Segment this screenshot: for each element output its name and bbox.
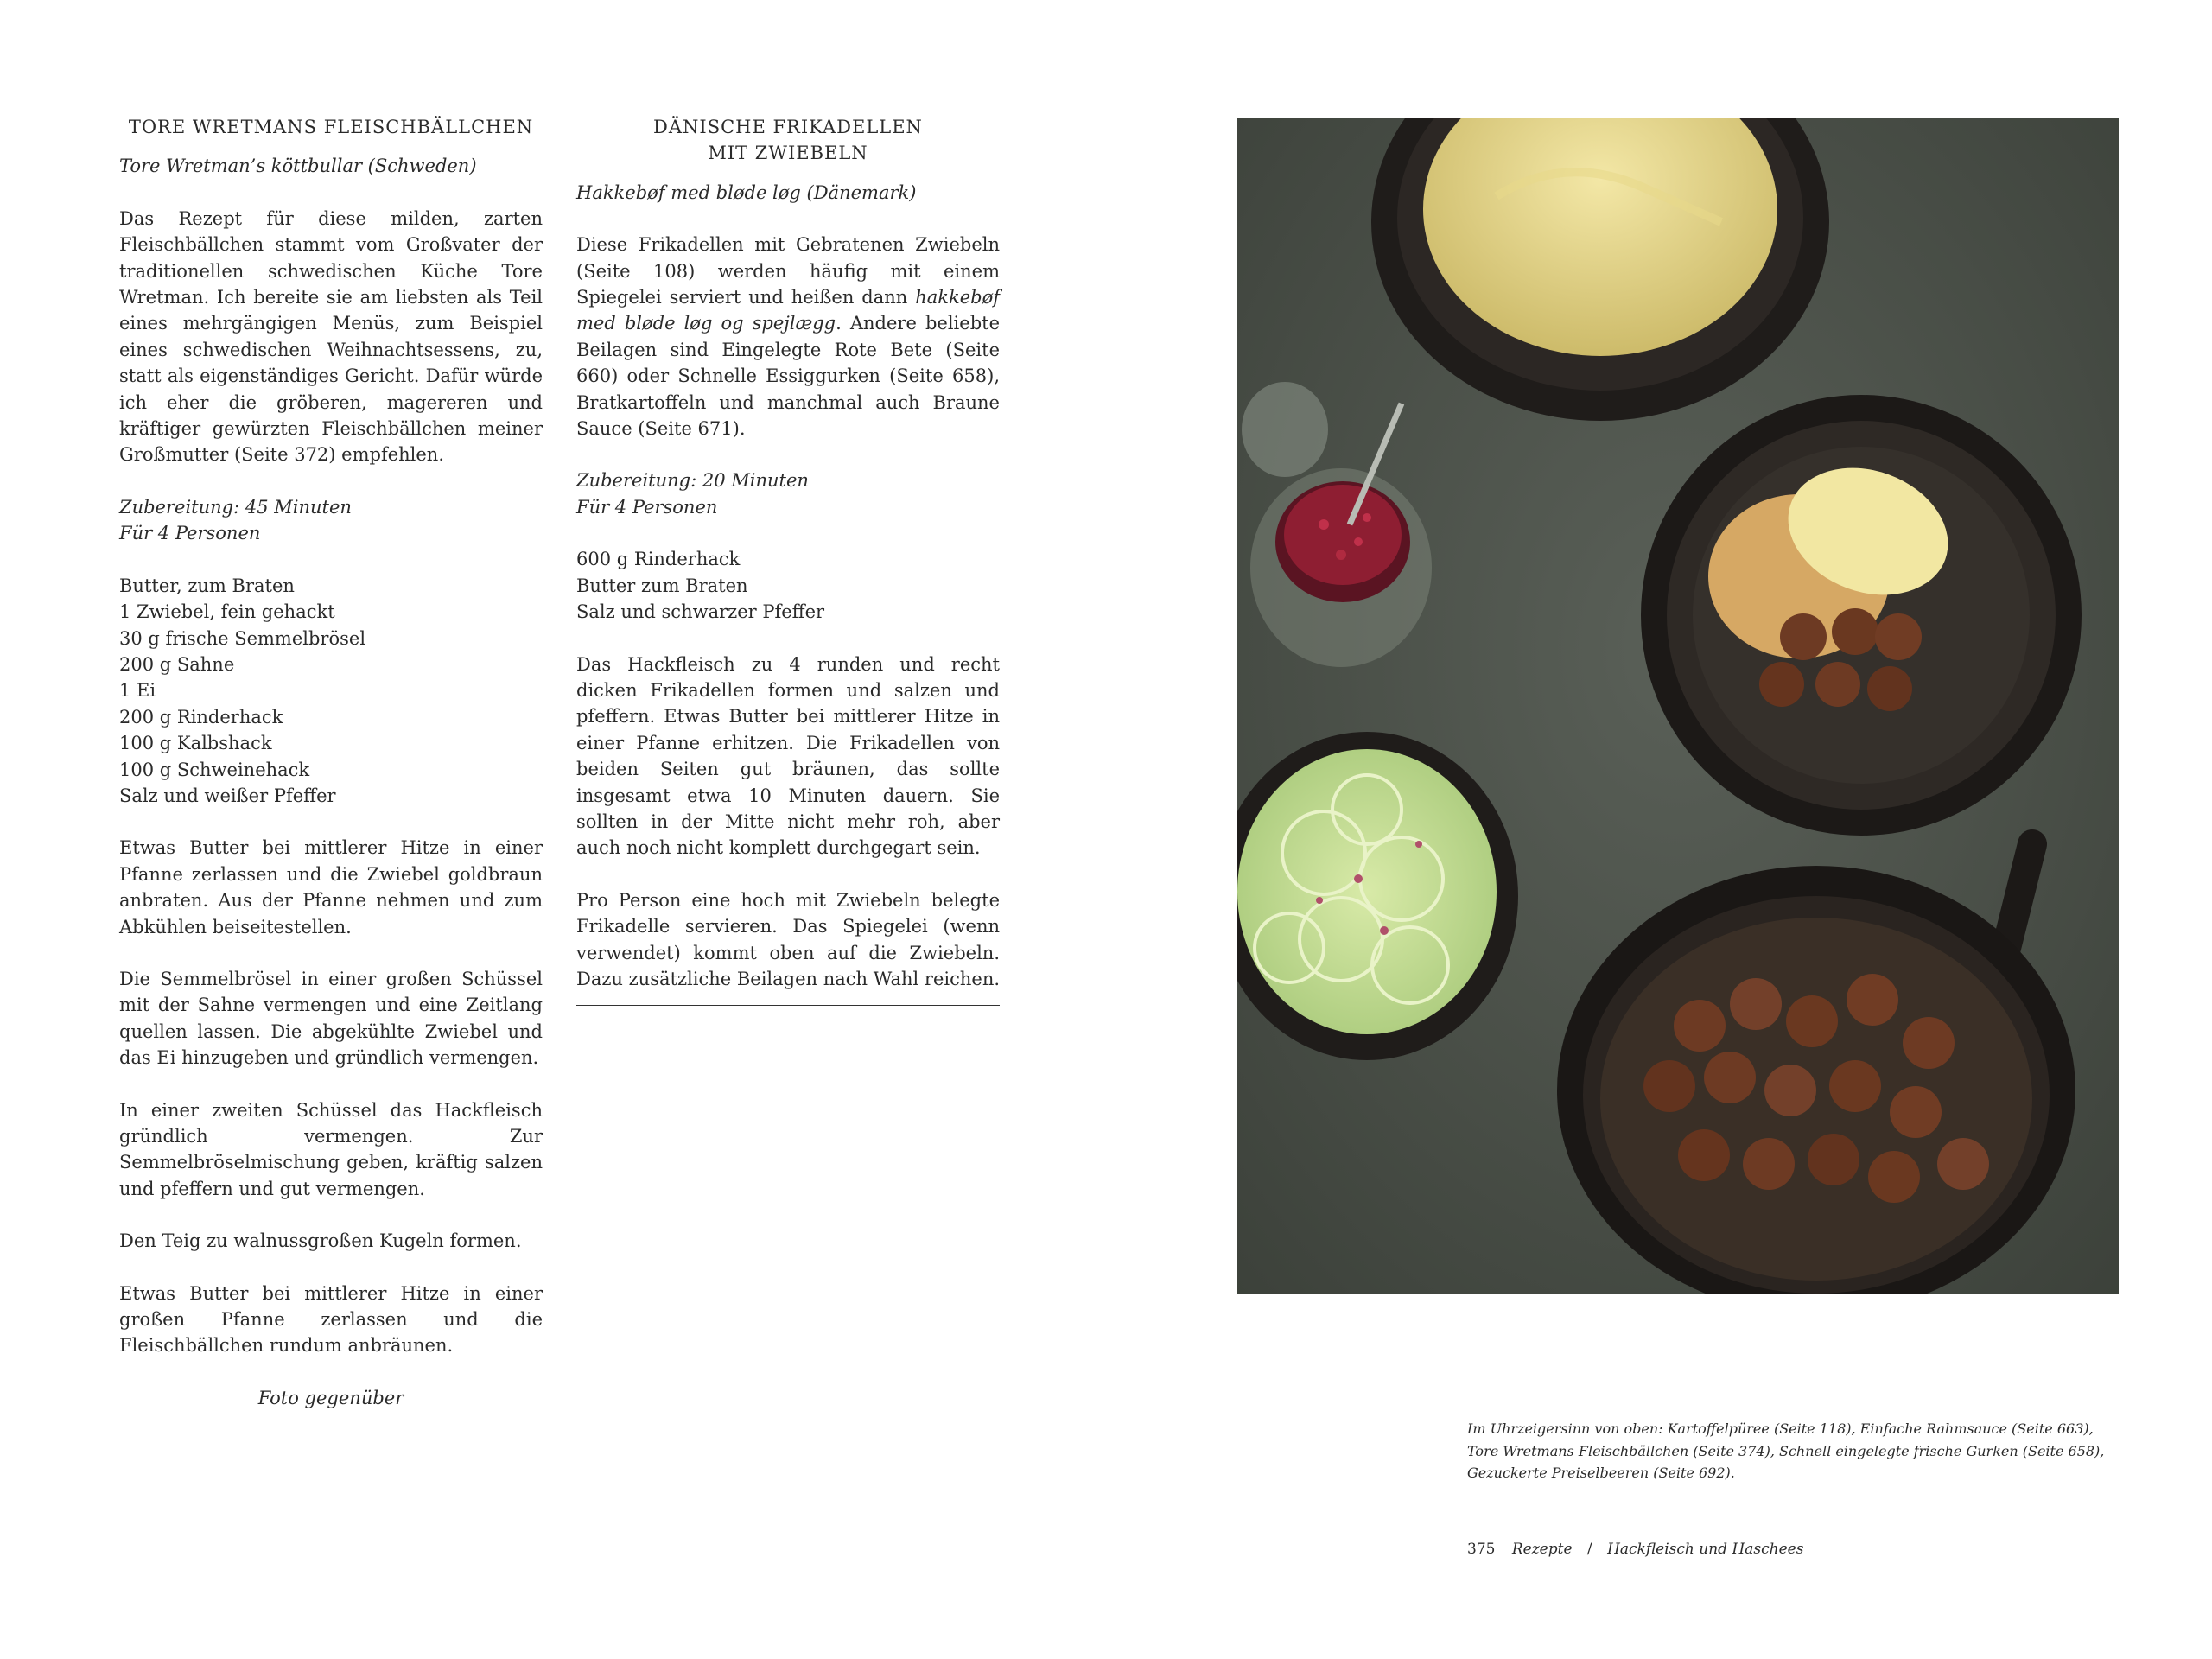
recipe-title: TORE WRETMANS FLEISCHBÄLLCHEN	[128, 117, 534, 137]
caption-line: Im Uhrzeigersinn von oben: Kartoffelpüree (Seite 118), Einfache Rahmsauce (Seite 663),	[1467, 1421, 2094, 1437]
recipe-intro	[576, 232, 1000, 442]
ingredient-list	[576, 546, 1000, 625]
intro-italic-term: hakkebøf med bløde løg og spejlægg	[576, 287, 1000, 334]
column-divider-rule	[576, 1005, 1000, 1006]
caption-line: Tore Wretmans Fleischbällchen (Seite 374), Schnell eingelegte frische Gurken (Seite 658),	[1467, 1442, 2105, 1459]
servings: Für 4 Personen	[119, 523, 261, 544]
ingredient: Butter, zum Braten	[119, 575, 295, 596]
recipe-step: In einer zweiten Schüssel das Hackfleisch gründlich vermengen. Zur Semmelbröselmischung geben, kräftig salzen und pfeffern und gut vermengen.	[119, 1099, 543, 1199]
intro-text: . Andere beliebte Beilagen sind Eingelegte Rote Bete (Seite 660) oder Schnelle Essiggurken (Seite 658), Bratkartoffeln und manchmal auch Braune Sauce (Seite 671).	[576, 313, 1001, 440]
page-footer	[1467, 1541, 1803, 1558]
recipe-subtitle: Tore Wretman’s köttbullar (Schweden)	[119, 156, 477, 177]
ingredient: Salz und schwarzer Pfeffer	[576, 601, 825, 623]
ingredient: Salz und weißer Pfeffer	[119, 785, 336, 806]
recipe-danish-frikadellen	[576, 114, 1000, 992]
ingredient: Butter zum Braten	[576, 575, 748, 596]
food-photo-illustration	[1237, 118, 2119, 1294]
recipe-step: Etwas Butter bei mittlerer Hitze in einer großen Pfanne zerlassen und die Fleischbällchen rundum anbräunen.	[119, 1282, 543, 1357]
footer-section: Rezepte	[1511, 1541, 1573, 1558]
footer-separator: /	[1586, 1541, 1592, 1558]
ingredient: 600 g Rinderhack	[576, 549, 741, 570]
prep-time: Zubereitung: 20 Minuten	[576, 470, 809, 492]
prep-time: Zubereitung: 45 Minuten	[119, 496, 352, 518]
photo-caption	[1467, 1418, 2124, 1484]
ingredient: 1 Ei	[119, 680, 156, 702]
recipe-subtitle: Hakkebøf med bløde løg (Dänemark)	[576, 181, 917, 203]
recipe-title	[576, 114, 1000, 167]
ingredient: 100 g Kalbshack	[119, 733, 272, 754]
photo-reference: Foto gegenüber	[257, 1387, 404, 1408]
recipe-step: Pro Person eine hoch mit Zwiebeln belegte Frikadelle servieren. Das Spiegelei (wenn verwendet) kommt oben auf die Zwiebeln. Dazu zusätzliche Beilagen nach Wahl reichen.	[576, 889, 1001, 989]
caption-line: Gezuckerte Preiselbeeren (Seite 692).	[1467, 1465, 1735, 1482]
recipe-tore-wretman	[119, 114, 543, 1411]
ingredient-list	[119, 573, 543, 810]
ingredient: 200 g Rinderhack	[119, 706, 283, 728]
dinner-plate	[1641, 395, 2082, 836]
ingredient: 100 g Schweinehack	[119, 759, 310, 780]
food-photo	[1237, 118, 2119, 1294]
page-number: 375	[1467, 1541, 1496, 1558]
recipe-step: Das Hackfleisch zu 4 runden und recht dicken Frikadellen formen und salzen und pfeffern. Etwas Butter bei mittlerer Hitze in einer Pfanne erhitzen. Die Frikadellen von beiden Seiten gut bräunen, das sollte insgesamt etwa 10 Minuten dauern. Sie sollten in der Mitte nicht mehr roh, aber auch noch nicht komplett durchgegart sein.	[576, 653, 1000, 859]
ingredient: 200 g Sahne	[119, 653, 235, 675]
intro-text: Diese Frikadellen mit Gebratenen Zwiebeln (Seite 108) werden häufig mit einem Spiegelei serviert und heißen dann	[576, 234, 1000, 308]
recipe-meta	[576, 467, 1000, 520]
recipe-title-line: DÄNISCHE FRIKADELLEN	[653, 117, 923, 137]
footer-chapter: Hackfleisch und Haschees	[1607, 1541, 1804, 1558]
recipe-step: Etwas Butter bei mittlerer Hitze in einer Pfanne zerlassen und die Zwiebel goldbraun anbraten. Aus der Pfanne nehmen und zum Abkühlen beiseitestellen.	[119, 837, 543, 938]
ingredient: 30 g frische Semmelbrösel	[119, 627, 366, 649]
recipe-meta	[119, 494, 543, 547]
recipe-intro: Das Rezept für diese milden, zarten Fleischbällchen stammt vom Großvater der traditionellen schwedischen Küche Tore Wretman. Ich bereite sie am liebsten als Teil eines mehrgängigen Menüs, zum Beispiel eines schwedischen Weihnachtsessens, zu, statt als eigenständiges Gericht. Dafür würde ich eher die gröberen, magereren und kräftiger gewürzten Fleischbällchen meiner Großmutter (Seite 372) empfehlen.	[119, 207, 543, 466]
recipe-title-line: MIT ZWIEBELN	[708, 143, 868, 164]
ingredient: 1 Zwiebel, fein gehackt	[119, 601, 335, 623]
recipe-step: Den Teig zu walnussgroßen Kugeln formen.	[119, 1230, 522, 1252]
servings: Für 4 Personen	[576, 496, 718, 518]
recipe-step: Die Semmelbrösel in einer großen Schüssel mit der Sahne vermengen und eine Zeitlang quellen lassen. Die abgekühlte Zwiebel und das Ei hinzugeben und gründlich vermengen.	[119, 968, 543, 1069]
